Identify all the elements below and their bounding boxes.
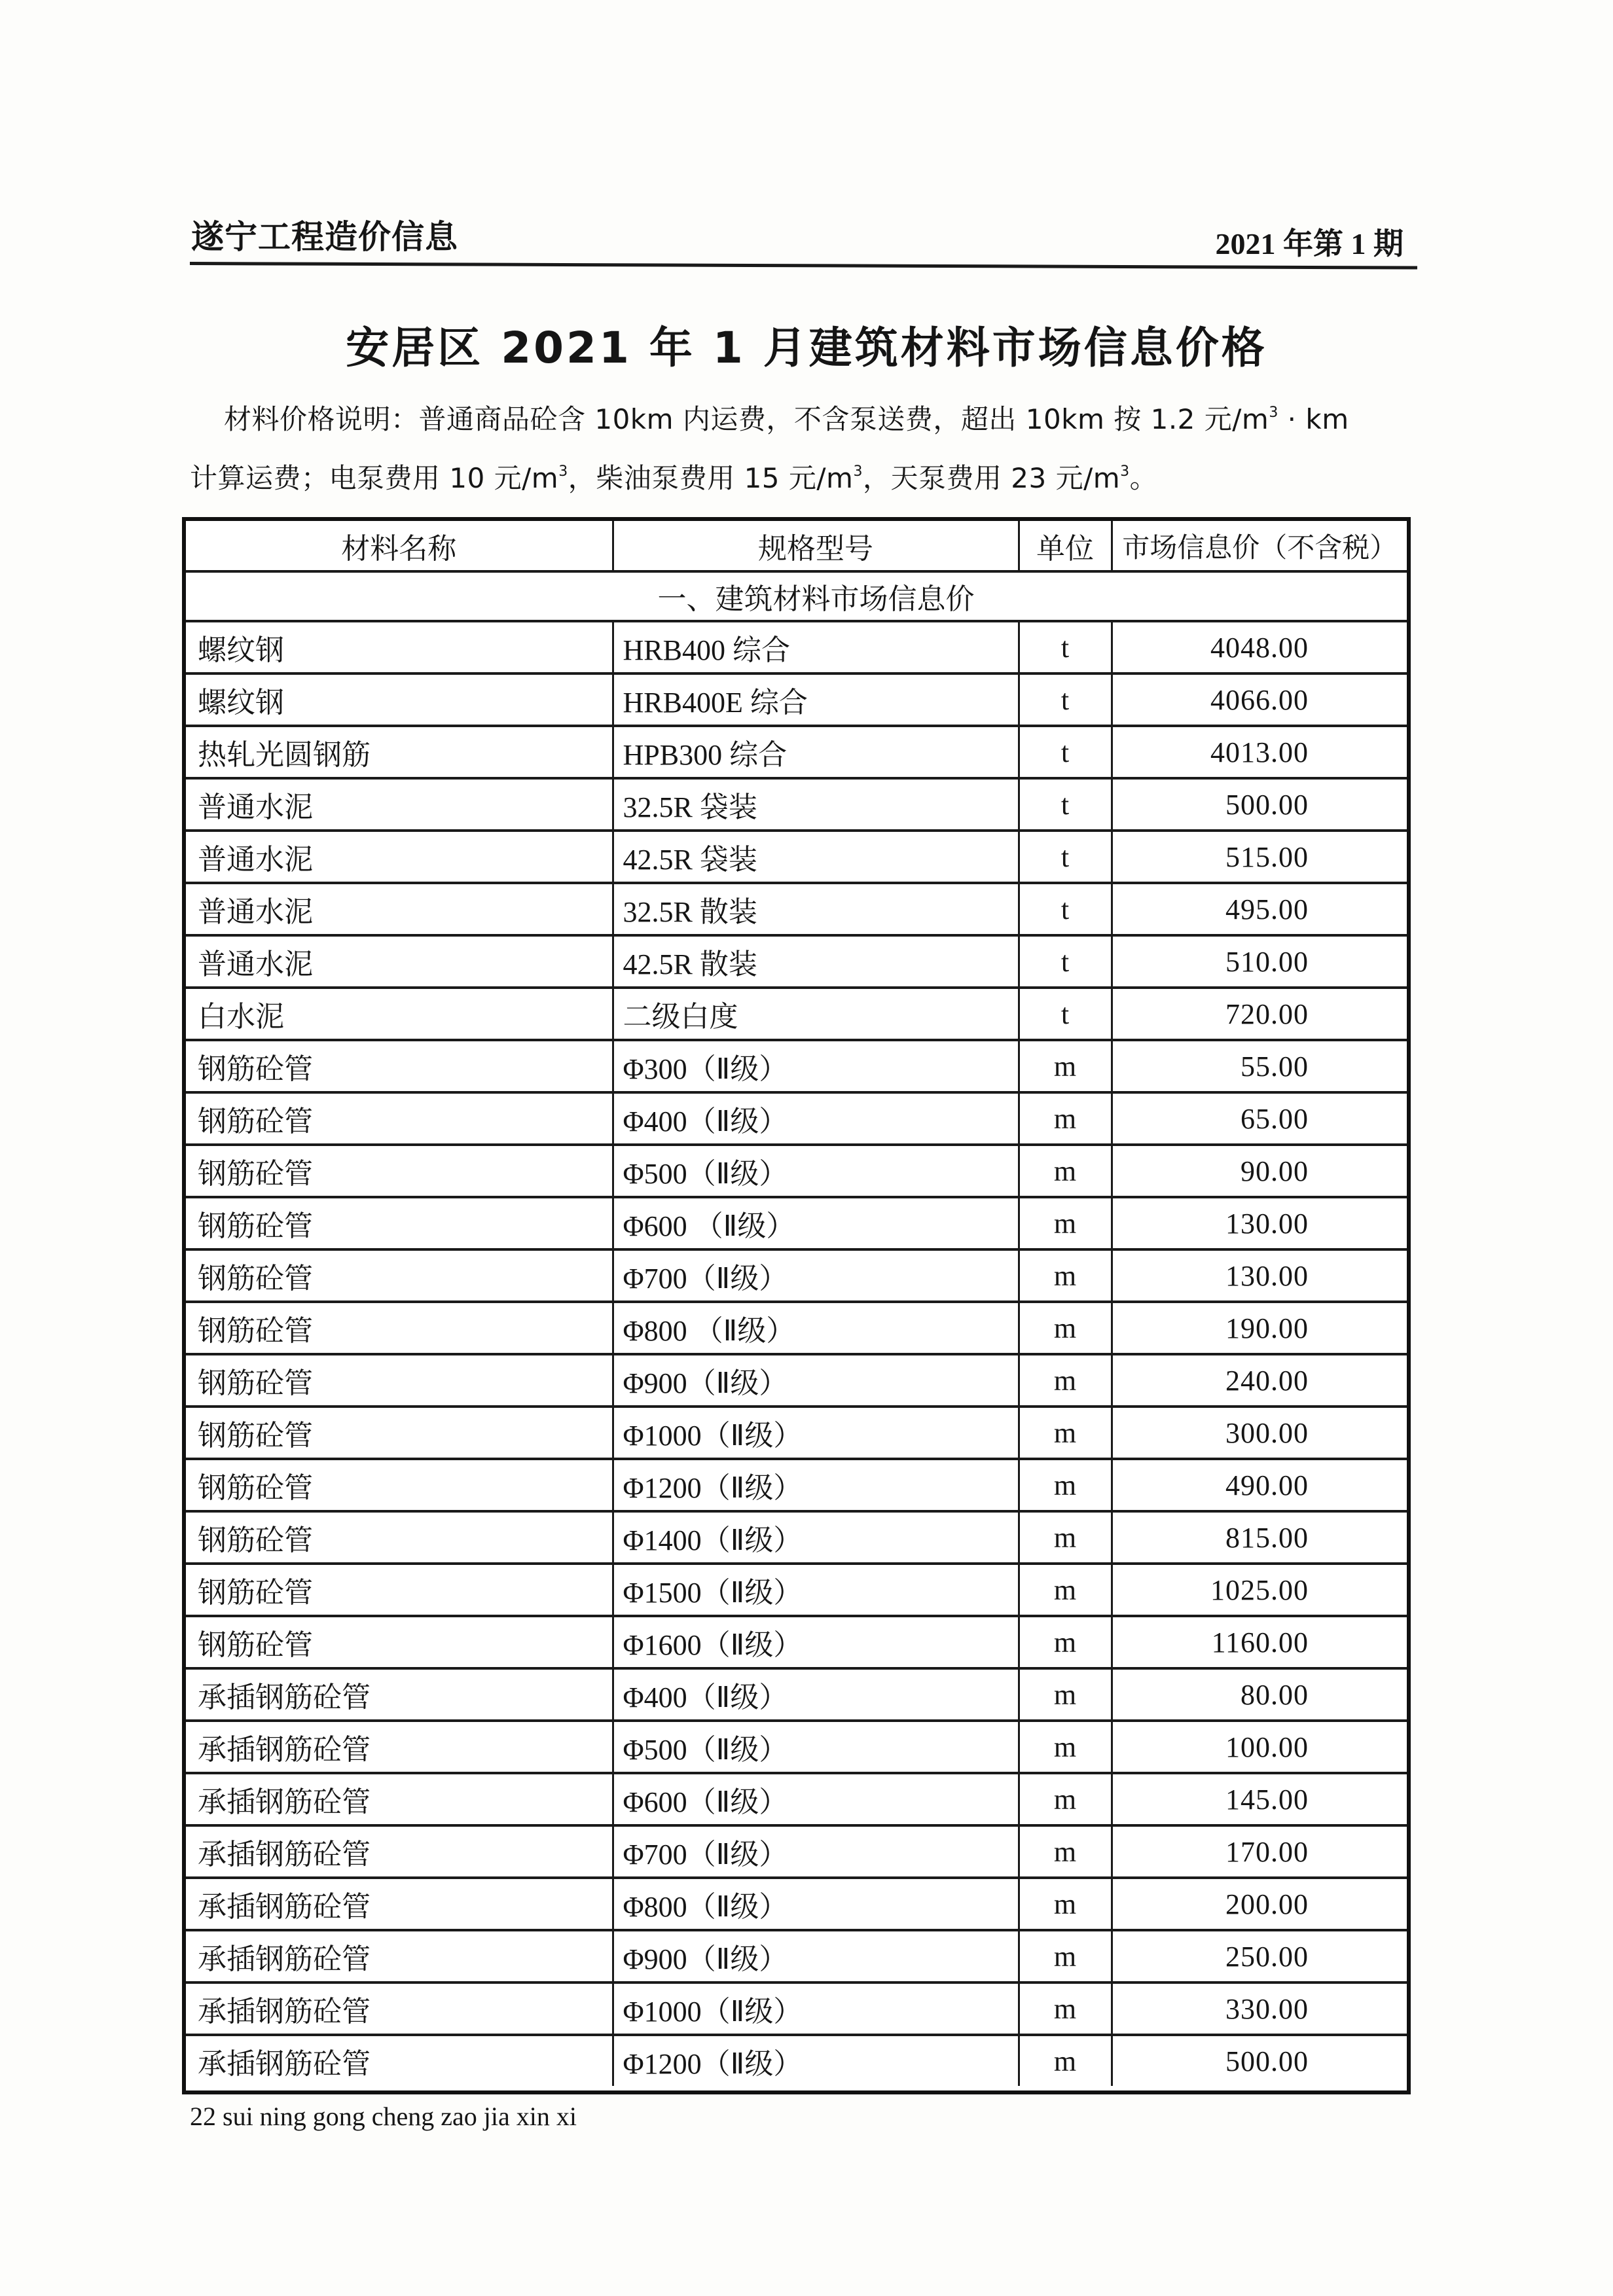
material-name: 热轧光圆钢筋 (186, 726, 613, 778)
spec-model: HPB300 综合 (613, 726, 1019, 778)
spec-model: Φ1400（Ⅱ级） (613, 1511, 1019, 1564)
material-name: 承插钢筋砼管 (186, 1721, 613, 1773)
note-text: 材料价格说明：普通商品砼含 10km 内运费，不含泵送费，超出 10km 按 1.2 元/m (224, 403, 1269, 435)
material-name: 承插钢筋砼管 (186, 2035, 613, 2086)
material-name: 钢筋砼管 (186, 1145, 613, 1197)
market-price: 490.00 (1112, 1459, 1407, 1511)
unit: m (1019, 1668, 1112, 1721)
material-name: 钢筋砼管 (186, 1564, 613, 1616)
spec-model: Φ1000（Ⅱ级） (613, 1982, 1019, 2035)
unit: m (1019, 1564, 1112, 1616)
market-price: 4066.00 (1112, 673, 1407, 726)
table-header-row (186, 521, 1407, 571)
spec-model: Φ900（Ⅱ级） (613, 1930, 1019, 1982)
market-price: 720.00 (1112, 988, 1407, 1040)
material-name: 钢筋砼管 (186, 1040, 613, 1092)
unit: m (1019, 2035, 1112, 2086)
spec-model: Φ1000（Ⅱ级） (613, 1407, 1019, 1459)
market-price: 170.00 (1112, 1825, 1407, 1878)
spec-model: HRB400 综合 (613, 621, 1019, 673)
market-price: 100.00 (1112, 1721, 1407, 1773)
table-row (186, 1302, 1407, 1354)
spec-model: Φ500（Ⅱ级） (613, 1145, 1019, 1197)
material-name: 普通水泥 (186, 935, 613, 988)
page-footer: 22 sui ning gong cheng zao jia xin xi (190, 2102, 577, 2131)
unit: m (1019, 1145, 1112, 1197)
table-row (186, 988, 1407, 1040)
market-price: 130.00 (1112, 1249, 1407, 1302)
unit: m (1019, 1459, 1112, 1511)
material-name: 钢筋砼管 (186, 1459, 613, 1511)
table-row (186, 1145, 1407, 1197)
material-name: 螺纹钢 (186, 673, 613, 726)
market-price: 65.00 (1112, 1092, 1407, 1145)
spec-model: 32.5R 散装 (613, 883, 1019, 935)
unit: m (1019, 1354, 1112, 1407)
market-price: 90.00 (1112, 1145, 1407, 1197)
market-price: 55.00 (1112, 1040, 1407, 1092)
market-price: 330.00 (1112, 1982, 1407, 2035)
table-row (186, 1616, 1407, 1668)
table-row (186, 1878, 1407, 1930)
spec-model: Φ700（Ⅱ级） (613, 1825, 1019, 1878)
price-table (182, 517, 1411, 2094)
table-row (186, 1407, 1407, 1459)
market-price: 4048.00 (1112, 621, 1407, 673)
spec-model: Φ600 （Ⅱ级） (613, 1197, 1019, 1249)
material-name: 承插钢筋砼管 (186, 1668, 613, 1721)
table-row (186, 726, 1407, 778)
table-row (186, 673, 1407, 726)
spec-model: Φ900（Ⅱ级） (613, 1354, 1019, 1407)
market-price: 250.00 (1112, 1930, 1407, 1982)
unit: t (1019, 831, 1112, 883)
spec-model: Φ1500（Ⅱ级） (613, 1564, 1019, 1616)
table-row (186, 1825, 1407, 1878)
market-price: 500.00 (1112, 778, 1407, 831)
issue-number: 2021 年第 1 期 (1215, 227, 1404, 260)
market-price: 240.00 (1112, 1354, 1407, 1407)
material-name: 钢筋砼管 (186, 1511, 613, 1564)
table-row (186, 1092, 1407, 1145)
material-name: 钢筋砼管 (186, 1249, 613, 1302)
note-text: 。 (1129, 462, 1158, 494)
spec-model: 二级白度 (613, 988, 1019, 1040)
market-price: 130.00 (1112, 1197, 1407, 1249)
market-price: 495.00 (1112, 883, 1407, 935)
table-row (186, 1197, 1407, 1249)
note-text: 计算运费；电泵费用 10 元/m (190, 462, 559, 494)
unit: t (1019, 988, 1112, 1040)
material-name: 承插钢筋砼管 (186, 1773, 613, 1825)
unit: m (1019, 1407, 1112, 1459)
spec-model: 42.5R 散装 (613, 935, 1019, 988)
column-header-name: 材料名称 (186, 521, 613, 571)
spec-model: 42.5R 袋装 (613, 831, 1019, 883)
unit: m (1019, 1511, 1112, 1564)
market-price: 145.00 (1112, 1773, 1407, 1825)
unit: m (1019, 1721, 1112, 1773)
unit: t (1019, 673, 1112, 726)
table-row (186, 1668, 1407, 1721)
material-name: 钢筋砼管 (186, 1354, 613, 1407)
unit: m (1019, 1616, 1112, 1668)
table-row (186, 1459, 1407, 1511)
market-price: 80.00 (1112, 1668, 1407, 1721)
spec-model: Φ600（Ⅱ级） (613, 1773, 1019, 1825)
unit: m (1019, 1773, 1112, 1825)
spec-model: Φ400（Ⅱ级） (613, 1668, 1019, 1721)
table-row (186, 883, 1407, 935)
table-row (186, 831, 1407, 883)
superscript: 3 (1120, 463, 1130, 480)
table-row (186, 1564, 1407, 1616)
unit: m (1019, 1930, 1112, 1982)
spec-model: Φ800（Ⅱ级） (613, 1878, 1019, 1930)
table-row (186, 621, 1407, 673)
price-note (190, 390, 1421, 508)
material-name: 承插钢筋砼管 (186, 1825, 613, 1878)
note-text: · km (1278, 403, 1349, 435)
unit: t (1019, 726, 1112, 778)
publication-name: 遂宁工程造价信息 (191, 218, 458, 256)
market-price: 515.00 (1112, 831, 1407, 883)
section-row (186, 571, 1407, 621)
table-row (186, 1721, 1407, 1773)
column-header-price: 市场信息价（不含税） (1112, 521, 1407, 571)
table-row (186, 1354, 1407, 1407)
market-price: 815.00 (1112, 1511, 1407, 1564)
table-row (186, 935, 1407, 988)
market-price: 1025.00 (1112, 1564, 1407, 1616)
unit: m (1019, 1982, 1112, 2035)
superscript: 3 (853, 463, 863, 480)
market-price: 510.00 (1112, 935, 1407, 988)
page-title: 安居区 2021 年 1 月建筑材料市场信息价格 (346, 323, 1267, 373)
material-name: 普通水泥 (186, 831, 613, 883)
unit: t (1019, 883, 1112, 935)
unit: m (1019, 1197, 1112, 1249)
spec-model: Φ400（Ⅱ级） (613, 1092, 1019, 1145)
material-name: 承插钢筋砼管 (186, 1930, 613, 1982)
column-header-spec: 规格型号 (613, 521, 1019, 571)
table-row (186, 2035, 1407, 2086)
market-price: 1160.00 (1112, 1616, 1407, 1668)
unit: m (1019, 1249, 1112, 1302)
market-price: 500.00 (1225, 2045, 1309, 2077)
spec-model: Φ300（Ⅱ级） (613, 1040, 1019, 1092)
table-row (186, 778, 1407, 831)
material-name: 普通水泥 (186, 883, 613, 935)
material-name: 钢筋砼管 (186, 1092, 613, 1145)
material-name: 普通水泥 (186, 778, 613, 831)
unit: m (1019, 1040, 1112, 1092)
spec-model: Φ800 （Ⅱ级） (613, 1302, 1019, 1354)
unit: t (1019, 935, 1112, 988)
note-text: ，柴油泵费用 15 元/m (568, 462, 854, 494)
market-price: 190.00 (1112, 1302, 1407, 1354)
unit: m (1019, 1878, 1112, 1930)
superscript: 3 (1269, 404, 1278, 421)
material-name: 钢筋砼管 (186, 1302, 613, 1354)
material-name: 钢筋砼管 (186, 1616, 613, 1668)
column-header-unit: 单位 (1019, 521, 1112, 571)
market-price: 300.00 (1112, 1407, 1407, 1459)
table-row (186, 1511, 1407, 1564)
table-row (186, 1930, 1407, 1982)
unit: t (1019, 778, 1112, 831)
material-name: 螺纹钢 (186, 621, 613, 673)
spec-model: 32.5R 袋装 (613, 778, 1019, 831)
spec-model: Φ1200（Ⅱ级） (613, 2035, 1019, 2086)
material-name: 钢筋砼管 (186, 1407, 613, 1459)
spec-model: Φ1200（Ⅱ级） (613, 1459, 1019, 1511)
unit: t (1019, 621, 1112, 673)
superscript: 3 (558, 463, 568, 480)
material-name: 承插钢筋砼管 (186, 1878, 613, 1930)
spec-model: HRB400E 综合 (613, 673, 1019, 726)
table-row (186, 1249, 1407, 1302)
note-text: ，天泵费用 23 元/m (862, 462, 1121, 494)
market-price: 200.00 (1112, 1878, 1407, 1930)
spec-model: Φ700（Ⅱ级） (613, 1249, 1019, 1302)
unit: m (1019, 1302, 1112, 1354)
table-row (186, 1982, 1407, 2035)
table-row (186, 1040, 1407, 1092)
spec-model: Φ500（Ⅱ级） (613, 1721, 1019, 1773)
unit: m (1019, 1825, 1112, 1878)
material-name: 承插钢筋砼管 (186, 1982, 613, 2035)
market-price: 4013.00 (1112, 726, 1407, 778)
section-title: 一、建筑材料市场信息价 (186, 571, 1407, 621)
material-name: 白水泥 (186, 988, 613, 1040)
unit: m (1019, 1092, 1112, 1145)
table-row (186, 1773, 1407, 1825)
spec-model: Φ1600（Ⅱ级） (613, 1616, 1019, 1668)
material-name: 钢筋砼管 (186, 1197, 613, 1249)
